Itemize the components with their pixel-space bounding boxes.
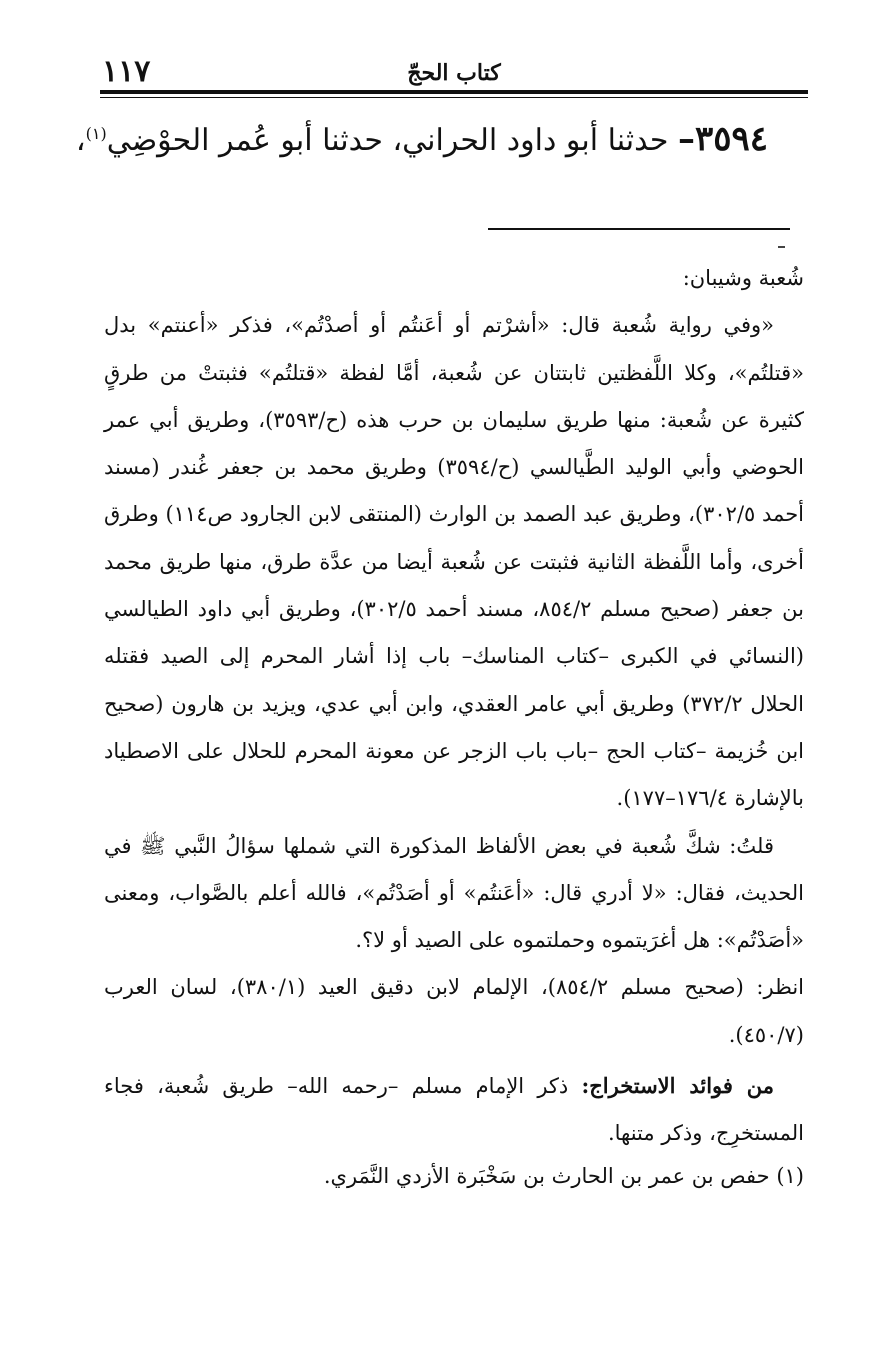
- commentary: [104, 255, 804, 1158]
- extraction-text: ذكر الإمام مسلم –رحمه الله– طريق شُعبة، فجاء المستخرِج، وذكر متنها.: [104, 1074, 804, 1146]
- footnote: (١) حفص بن عمر بن الحارث بن سَخْبَرة الأزدي النَّمَري.: [323, 1164, 804, 1188]
- extraction-label: من فوائد الاستخراج:: [581, 1073, 774, 1099]
- hadith-line: [75, 112, 768, 163]
- page-number: ١١٧: [102, 54, 151, 89]
- header-rule-thick: [100, 90, 808, 94]
- header-rule-thin: [100, 97, 808, 98]
- hadith-number: ٣٥٩٤–: [677, 119, 768, 159]
- margin-tick: [778, 246, 785, 248]
- footnote-marker: (١): [85, 124, 107, 143]
- running-header: [102, 52, 806, 92]
- commentary-paragraph: «وفي رواية شُعبة قال: «أشرْتم أو أعَنتُم أو أصدْتُم»، فذكر «أعنتم» بدل «قتلتُم»، وكلا اللَّفظتين ثابتتان عن شُعبة، أمَّا لفظة «قتلتُم» فثبتتْ من طرقٍ كثيرة عن شُعبة: منها طريق سليمان بن حرب هذه (ح/٣٥٩٣)، وطريق أبي عمر الحوضي وأبي الوليد الطَّيالسي (ح/٣٥٩٤) وطريق محمد بن جعفر غُندر (مسند أحمد ٣٠٢/٥)، وطريق عبد الصمد بن الوارث (المنتقى لابن الجارود ص١١٤) وطرق أخرى، وأما اللَّفظة الثانية فثبتت عن شُعبة أيضا من عدَّة طرق، منها طريق محمد بن جعفر (صحيح مسلم ٨٥٤/٢، مسند أحمد ٣٠٢/٥)، وطريق أبي داود الطيالسي (النسائي في الكبرى –كتاب المناسك– باب إذا أشار المحرم إلى الصيد فقتله الحلال ٣٧٢/٢) وطريق أبي عامر العقدي، وابن أبي عدي، ويزيد بن هارون (صحيح ابن خُزيمة –كتاب الحج –باب باب الزجر عن معونة المحرم للحلال على الاصطياد بالإشارة ١٧٦/٤–١٧٧).: [104, 313, 805, 811]
- commentary-heading: شُعبة وشيبان:: [682, 266, 804, 290]
- footnote-separator: [488, 228, 790, 230]
- commentary-paragraph: انظر: (صحيح مسلم ٨٥٤/٢)، الإلمام لابن دقيق العيد (٣٨٠/١)، لسان العرب (٤٥٠/٧).: [104, 975, 804, 1047]
- commentary-paragraph: قلتُ: شكَّ شُعبة في بعض الألفاظ المذكورة التي شملها سؤالُ النَّبي ﷺ في الحديث، فقال: «لا أدري قال: «أعَنتُم» أو أصَدْتُم»، فالله أعلم بالصَّواب، ومعنى «أصَدْتُم»: هل أغرَيتموه وحملتموه على الصيد أو لا؟.: [104, 833, 804, 953]
- hadith-text: حدثنا أبو داود الحراني، حدثنا أبو عُمر الحوْضِي: [106, 123, 678, 158]
- hadith-trailing: ،: [75, 123, 86, 158]
- book-title: كتاب الحجّ: [407, 60, 501, 86]
- extraction-benefits: [104, 1062, 804, 1158]
